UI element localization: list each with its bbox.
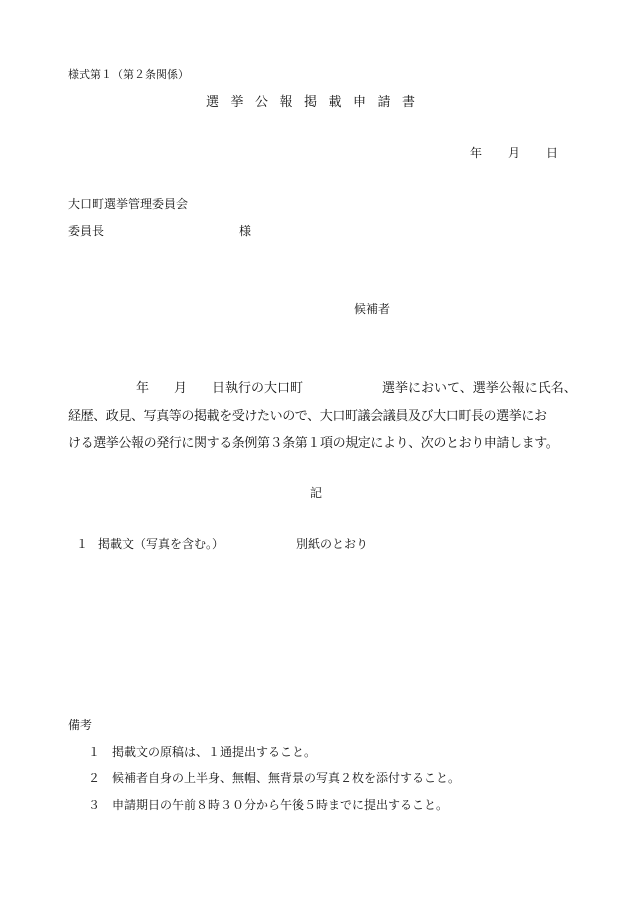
- addressee-position: 委員長: [68, 224, 105, 238]
- item-1-value: 別紙のとおり: [296, 537, 369, 551]
- item-1-label: 掲載文（写真を含む。）: [98, 537, 225, 551]
- note-number: １: [88, 745, 101, 759]
- date-day-label: 日: [546, 146, 559, 160]
- body-year-label: 年: [136, 381, 150, 396]
- body-line1-rest: 選挙において、選挙公報に氏名、: [382, 381, 577, 396]
- notes-heading: 備考: [68, 718, 93, 732]
- document-title: 選挙公報掲載申請書: [206, 95, 427, 110]
- note-text: 掲載文の原稿は、１通提出すること。: [112, 745, 317, 759]
- note-number: ３: [88, 798, 101, 812]
- addressee-honorific: 様: [239, 224, 252, 238]
- body-line2: 経歴、政見、写真等の掲載を受けたいので、大口町議会議員及び大口町長の選挙にお: [68, 409, 547, 424]
- note-text: 候補者自身の上半身、無帽、無背景の写真２枚を添付すること。: [112, 771, 461, 785]
- body-month-label: 月: [174, 381, 188, 396]
- addressee-organization: 大口町選挙管理委員会: [68, 197, 189, 211]
- body-day-text: 日執行の大口町: [212, 381, 304, 396]
- date-year-label: 年: [470, 146, 483, 160]
- date-month-label: 月: [508, 146, 521, 160]
- ki-heading: 記: [310, 486, 323, 500]
- note-number: ２: [88, 771, 101, 785]
- item-1-number: １: [76, 537, 89, 551]
- note-text: 申請期日の午前８時３０分から午後５時までに提出すること。: [112, 798, 449, 812]
- applicant-label: 候補者: [354, 302, 391, 316]
- body-line3: ける選挙公報の発行に関する条例第３条第１項の規定により、次のとおり申請します。: [68, 436, 559, 451]
- form-label: 様式第１（第２条関係）: [68, 68, 189, 81]
